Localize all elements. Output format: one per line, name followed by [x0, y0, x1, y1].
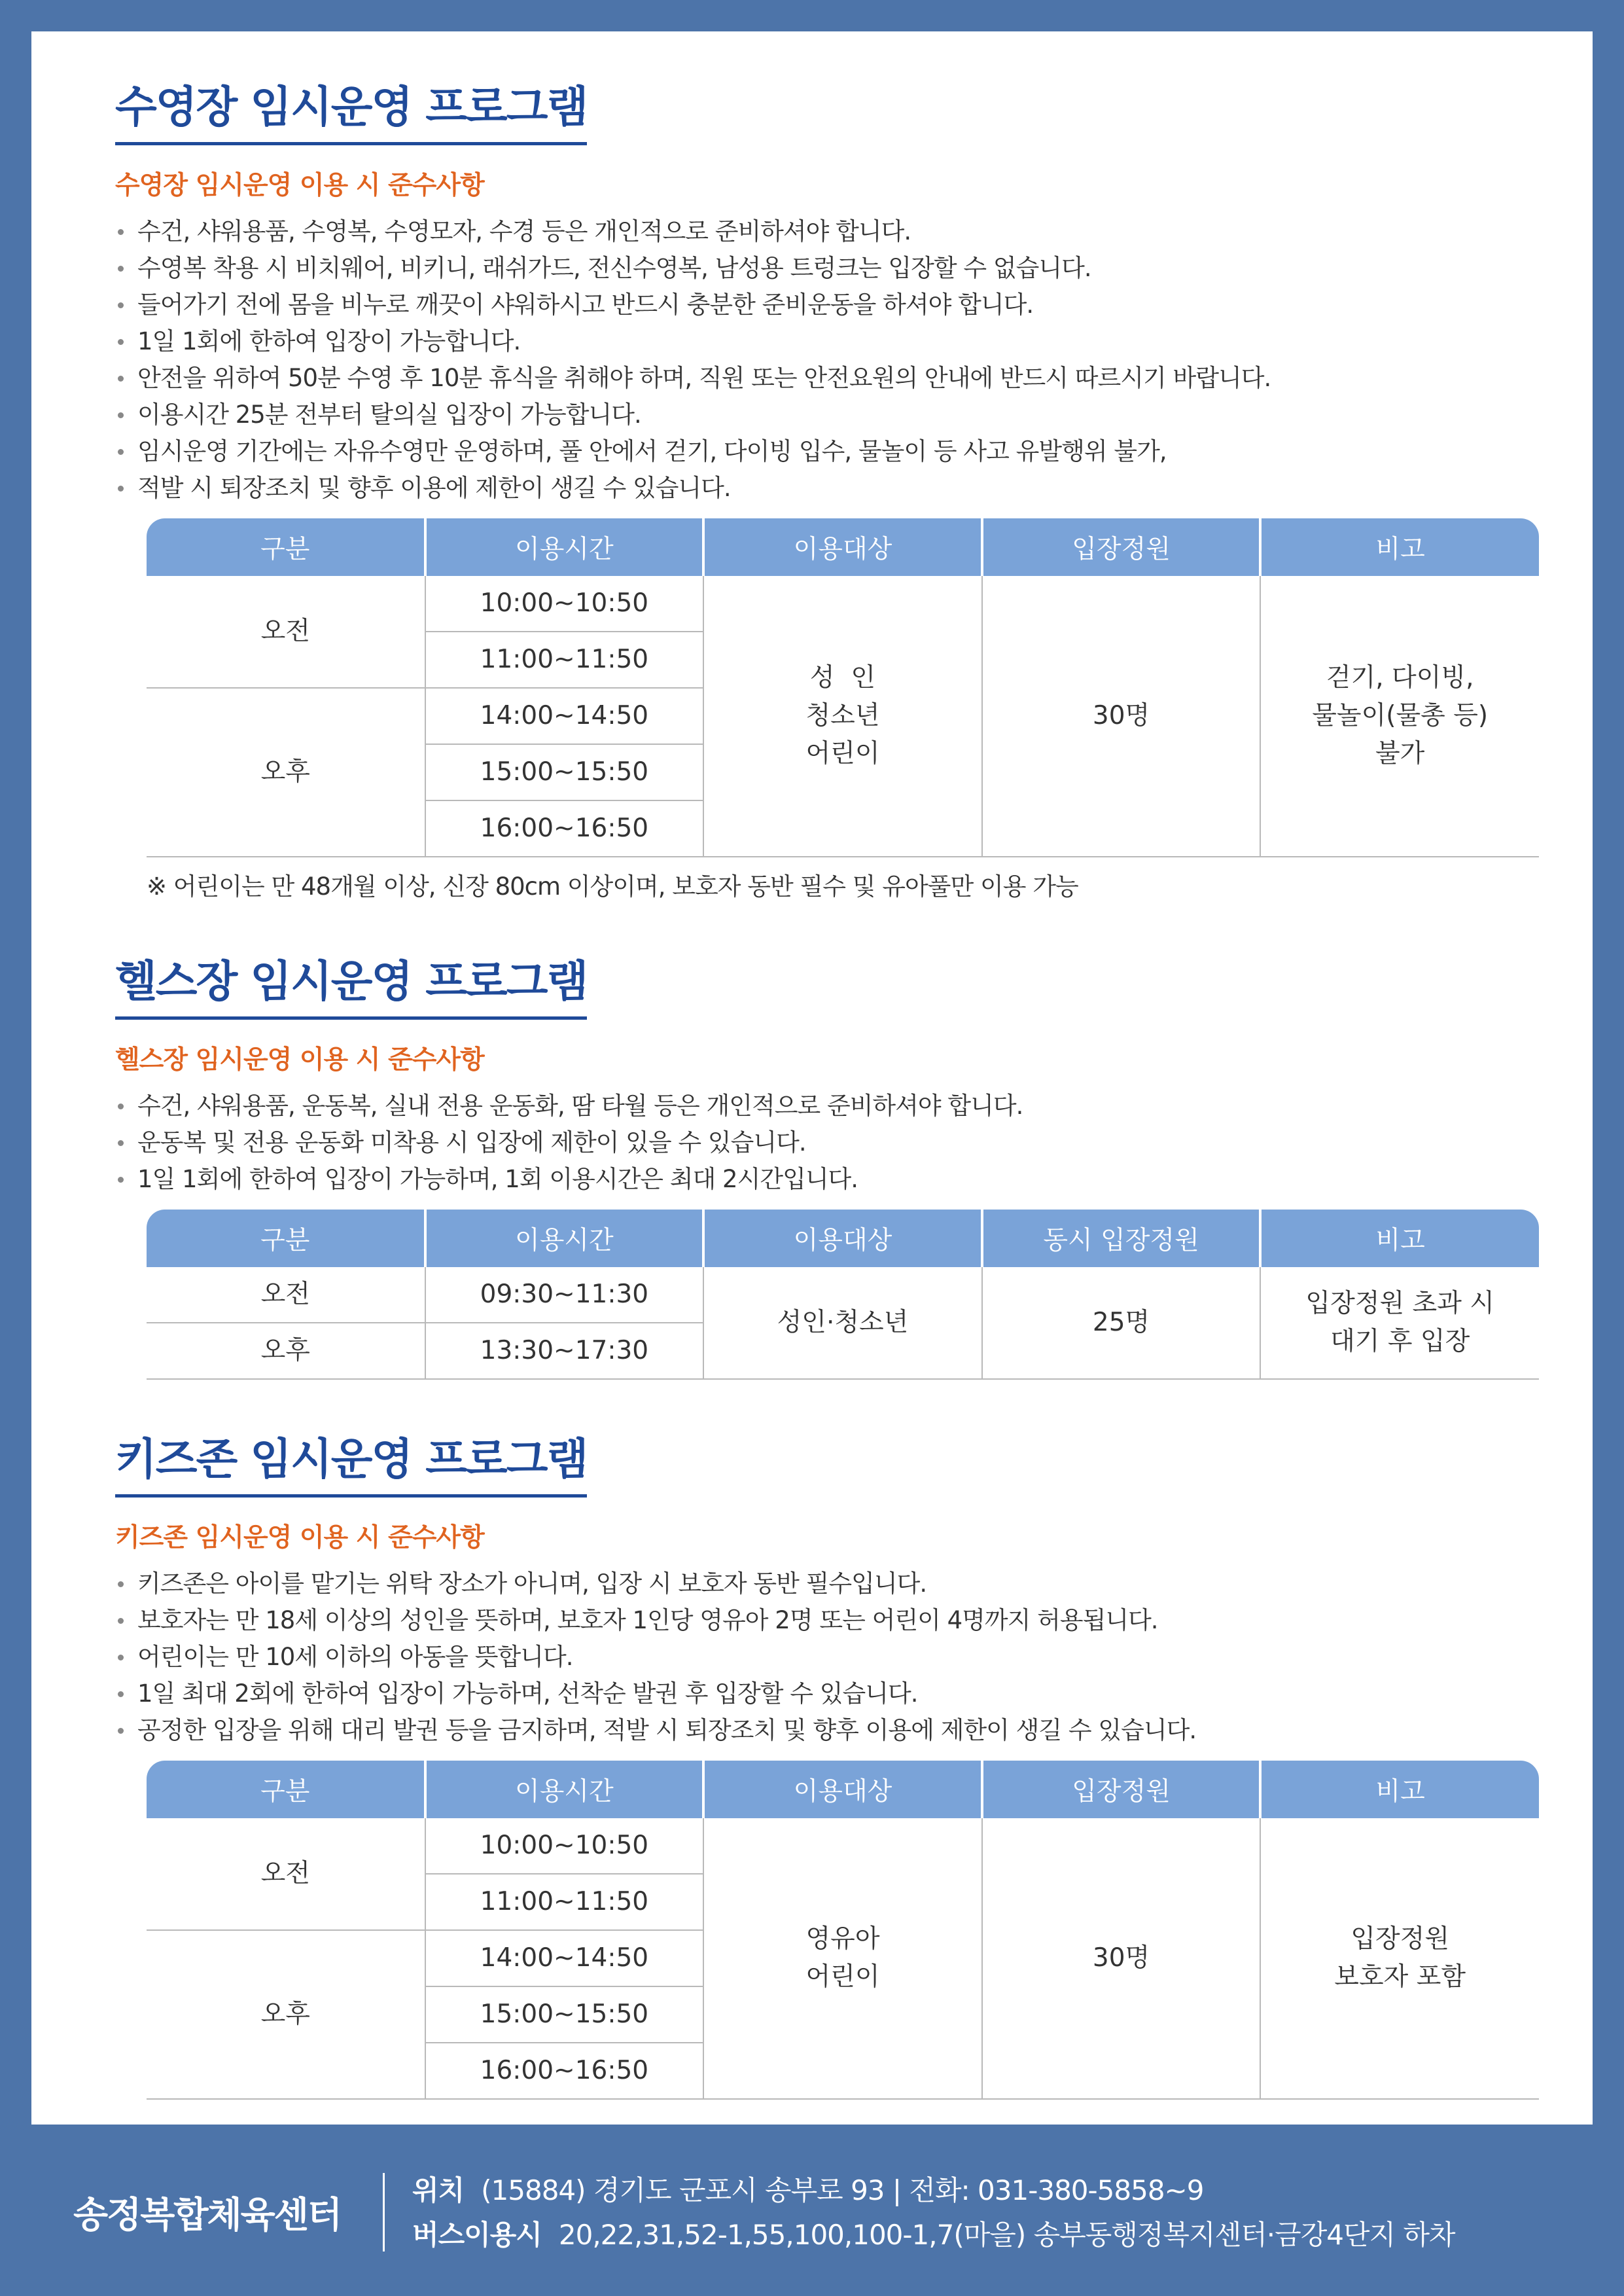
- target-line: 영유아: [805, 1924, 880, 1954]
- remark-line: 물놀이(물총 등): [1312, 701, 1489, 730]
- swimming-title: 수영장 임시운영 프로그램: [115, 72, 587, 145]
- gym-schedule-table: [147, 1210, 1539, 1380]
- rule-item: 운동복 및 전용 운동화 미착용 시 입장에 제한이 있을 수 있습니다.: [115, 1124, 1539, 1161]
- time-slot: 16:00~16:50: [425, 2043, 704, 2099]
- header-target: 이용대상: [703, 518, 982, 576]
- location-text: (15884) 경기도 군포시 송부로 93 | 전화: 031-380-5858~9: [481, 2174, 1204, 2206]
- kids-subtitle: 키즈존 임시운영 이용 시 준수사항: [115, 1523, 484, 1552]
- gym-subtitle: 헬스장 임시운영 이용 시 준수사항: [115, 1045, 484, 1075]
- header-time: 이용시간: [425, 1210, 704, 1267]
- rule-item: 1일 최대 2회에 한하여 입장이 가능하며, 선착순 발권 후 입장할 수 있습니다.: [115, 1676, 1539, 1712]
- swimming-rules: [115, 213, 1539, 507]
- afternoon-label: 오후: [147, 688, 425, 857]
- remark-line: 입장정원: [1350, 1924, 1450, 1954]
- rule-item: 이용시간 25분 전부터 탈의실 입장이 가능합니다.: [115, 397, 1539, 433]
- rule-item: 수건, 샤워용품, 수영복, 수영모자, 수경 등은 개인적으로 준비하셔야 합니다.: [115, 213, 1539, 250]
- time-slot: 10:00~10:50: [425, 1818, 704, 1874]
- afternoon-label: 오후: [147, 1930, 425, 2099]
- afternoon-label: 오후: [147, 1323, 425, 1379]
- header-target: 이용대상: [703, 1210, 982, 1267]
- header-capacity: 입장정원: [982, 1761, 1261, 1818]
- time-slot: 11:00~11:50: [425, 1874, 704, 1930]
- footer-divider: [383, 2173, 385, 2251]
- rule-item: 공정한 입장을 위해 대리 발권 등을 금지하며, 적발 시 퇴장조치 및 향후 이용에 제한이 생길 수 있습니다.: [115, 1712, 1539, 1749]
- kids-section: [115, 1424, 1539, 2100]
- rule-item: 수영복 착용 시 비치웨어, 비키니, 래쉬가드, 전신수영복, 남성용 트렁크는 입장할 수 없습니다.: [115, 250, 1539, 287]
- time-slot: 09:30~11:30: [425, 1267, 704, 1323]
- header-target: 이용대상: [703, 1761, 982, 1818]
- target-cell: [703, 576, 982, 857]
- kids-schedule-table: [147, 1761, 1539, 2100]
- footer-location: [412, 2169, 1203, 2208]
- target-line: 어린이: [805, 739, 880, 768]
- target-cell: [703, 1818, 982, 2099]
- header-remark: 비고: [1260, 1210, 1539, 1267]
- remark-line: 걷기, 다이빙,: [1326, 663, 1474, 692]
- header-remark: 비고: [1260, 1761, 1539, 1818]
- bus-label: 버스이용시: [412, 2219, 542, 2251]
- rule-item: 들어가기 전에 몸을 비누로 깨끗이 샤워하시고 반드시 충분한 준비운동을 하셔야 합니다.: [115, 287, 1539, 323]
- gym-section: [115, 946, 1539, 1380]
- kids-rules: [115, 1566, 1539, 1749]
- rule-item: 안전을 위하여 50분 수영 후 10분 휴식을 취해야 하며, 직원 또는 안전요원의 안내에 반드시 따르시기 바랍니다.: [115, 360, 1539, 397]
- swimming-section: [115, 72, 1539, 902]
- header-category: 구분: [147, 1210, 425, 1267]
- time-slot: 16:00~16:50: [425, 800, 704, 857]
- header-category: 구분: [147, 1761, 425, 1818]
- bus-text: 20,22,31,52-1,55,100,100-1,7(마을) 송부동행정복지센터·금강4단지 하차: [558, 2219, 1455, 2251]
- header-capacity: 동시 입장정원: [982, 1210, 1261, 1267]
- remark-cell: [1260, 1818, 1539, 2099]
- time-slot: 15:00~15:50: [425, 1986, 704, 2043]
- rule-item: 임시운영 기간에는 자유수영만 운영하며, 풀 안에서 걷기, 다이빙 입수, 물놀이 등 사고 유발행위 불가,: [115, 433, 1539, 470]
- time-slot: 13:30~17:30: [425, 1323, 704, 1379]
- capacity-cell: 30명: [982, 576, 1261, 857]
- center-name: 송정복합체육센터: [73, 2194, 342, 2236]
- rule-item: 수건, 샤워용품, 운동복, 실내 전용 운동화, 땀 타월 등은 개인적으로 준비하셔야 합니다.: [115, 1088, 1539, 1124]
- footer: [0, 2125, 1624, 2296]
- remark-line: 대기 후 입장: [1330, 1327, 1470, 1356]
- morning-label: 오전: [147, 1818, 425, 1930]
- swimming-subtitle: 수영장 임시운영 이용 시 준수사항: [115, 171, 484, 200]
- target-line: 어린이: [805, 1962, 880, 1992]
- time-slot: 10:00~10:50: [425, 576, 704, 632]
- gym-rules: [115, 1088, 1539, 1198]
- kids-title: 키즈존 임시운영 프로그램: [115, 1424, 587, 1498]
- time-slot: 11:00~11:50: [425, 632, 704, 688]
- header-remark: 비고: [1260, 518, 1539, 576]
- footer-bus: [412, 2214, 1455, 2253]
- location-label: 위치: [412, 2174, 465, 2206]
- target-line: 성 인: [809, 663, 876, 692]
- remark-line: 보호자 포함: [1334, 1962, 1466, 1992]
- header-capacity: 입장정원: [982, 518, 1261, 576]
- header-category: 구분: [147, 518, 425, 576]
- capacity-cell: 30명: [982, 1818, 1261, 2099]
- morning-label: 오전: [147, 1267, 425, 1323]
- target-line: 청소년: [805, 701, 880, 730]
- capacity-cell: 25명: [982, 1267, 1261, 1379]
- notice-page: [31, 31, 1593, 2125]
- header-time: 이용시간: [425, 518, 704, 576]
- rule-item: 1일 1회에 한하여 입장이 가능하며, 1회 이용시간은 최대 2시간입니다.: [115, 1161, 1539, 1198]
- rule-item: 어린이는 만 10세 이하의 아동을 뜻합니다.: [115, 1639, 1539, 1676]
- swimming-note: ※ 어린이는 만 48개월 이상, 신장 80cm 이상이며, 보호자 동반 필수 및 유아풀만 이용 가능: [147, 872, 1078, 901]
- target-cell: 성인·청소년: [703, 1267, 982, 1379]
- remark-cell: [1260, 576, 1539, 857]
- gym-title: 헬스장 임시운영 프로그램: [115, 946, 587, 1020]
- time-slot: 14:00~14:50: [425, 688, 704, 744]
- time-slot: 15:00~15:50: [425, 744, 704, 800]
- remark-line: 입장정원 초과 시: [1305, 1289, 1494, 1318]
- rule-item-continued: 적발 시 퇴장조치 및 향후 이용에 제한이 생길 수 있습니다.: [115, 470, 1539, 507]
- morning-label: 오전: [147, 576, 425, 688]
- rule-item: 1일 1회에 한하여 입장이 가능합니다.: [115, 323, 1539, 360]
- header-time: 이용시간: [425, 1761, 704, 1818]
- swimming-schedule-table: [147, 518, 1539, 857]
- time-slot: 14:00~14:50: [425, 1930, 704, 1986]
- remark-cell: [1260, 1267, 1539, 1379]
- rule-item: 보호자는 만 18세 이상의 성인을 뜻하며, 보호자 1인당 영유아 2명 또는 어린이 4명까지 허용됩니다.: [115, 1602, 1539, 1639]
- remark-line: 불가: [1375, 739, 1425, 768]
- rule-item: 키즈존은 아이를 맡기는 위탁 장소가 아니며, 입장 시 보호자 동반 필수입니다.: [115, 1566, 1539, 1602]
